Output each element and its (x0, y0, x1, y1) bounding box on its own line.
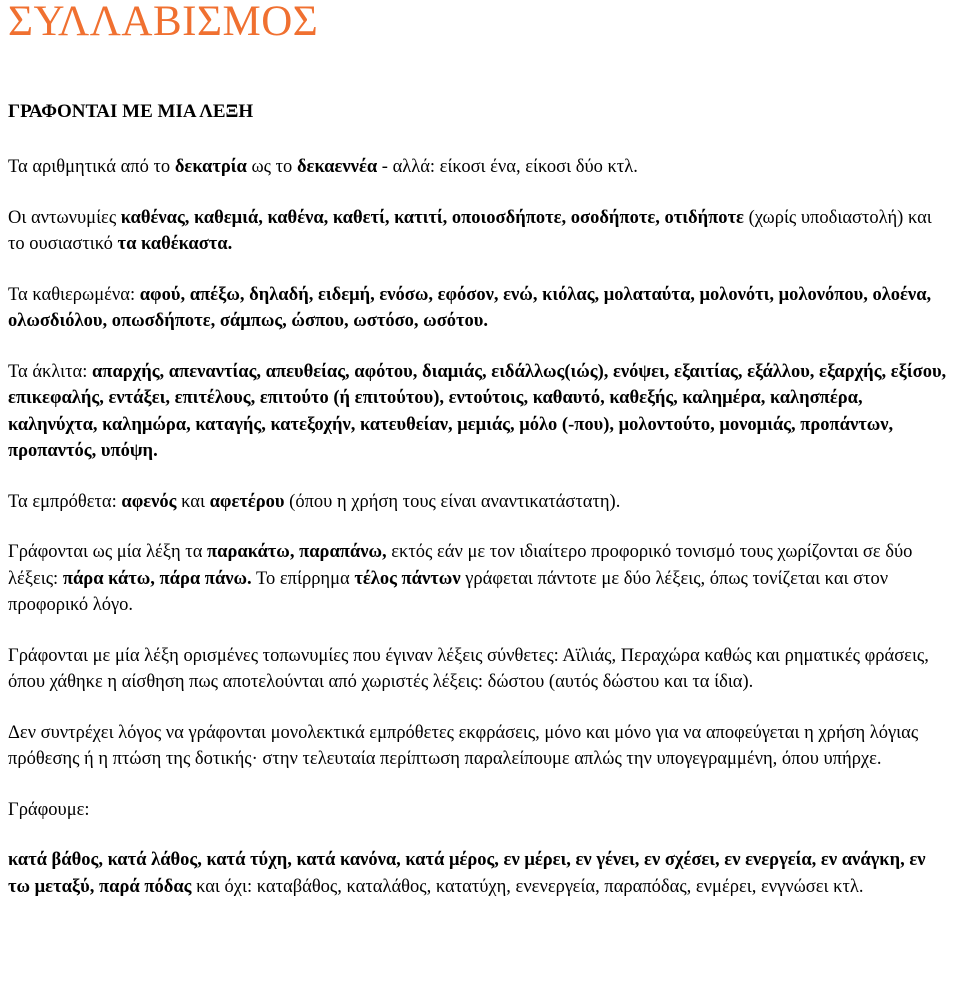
paragraph (8, 720, 950, 773)
paragraph (8, 282, 950, 335)
text-run: Τα εμπρόθετα: (8, 491, 122, 512)
bold-text: δεκαεννέα (296, 157, 378, 177)
page-title: ΣΥΛΛΑΒΙΣΜΟΣ (8, 0, 319, 45)
paragraph (8, 154, 950, 181)
text-run: (όπου η χρήση τους είναι αναντικατάστατη). (284, 491, 621, 512)
paragraph (8, 359, 950, 465)
bold-text: αφετέρου (209, 491, 285, 512)
bold-text: αφενός (121, 491, 177, 512)
bold-text: καθένας, καθεμιά, καθένα, καθετί, κατιτί, οποιοσδήποτε, οσοδήποτε, οτιδήποτε (120, 207, 744, 228)
text-run: εκτός εάν με τον ιδιαίτερο προφορικό τονισμό τους χωρίζονται σε δύο λέξεις: (8, 542, 913, 589)
text-run: Τα άκλιτα: (8, 361, 92, 382)
text-run: Δεν συντρέχει λόγος να γράφονται μονολεκτικά εμπρόθετες εκφράσεις, μόνο και μόνο για να αποφεύγεται η χρήση λόγιας πρόθεσης ή η πτώση της δοτικής· στην τελευταία περίπτωση παραλείπουμε απλώς την υπογεγραμμένη, όπου υπήρχε. (8, 722, 919, 769)
text-run: Το επίρρημα (251, 568, 355, 589)
bold-text: τα καθέκαστα. (117, 234, 233, 254)
bold-text: αφού, απέξω, δηλαδή, ειδεμή, ενόσω, εφόσον, ενώ, κιόλας, μολαταύτα, μολονότι, μολονόπου, ολοένα, ολωσδιόλου, οπωσδήποτε, σάμπως, ώσπου, ωστόσο, ωσότου. (8, 284, 932, 331)
text-run: και (176, 491, 210, 512)
text-run: Γράφουμε: (8, 799, 90, 820)
paragraph (8, 489, 950, 516)
bold-text: δεκατρία (174, 157, 247, 177)
bold-text: τέλος πάντων (354, 568, 461, 589)
text-run: (χωρίς υποδιαστολή) και το ουσιαστικό (8, 207, 932, 254)
bold-text: πάρα κάτω, πάρα πάνω. (62, 568, 252, 589)
text-run: Τα καθιερωμένα: (8, 284, 140, 305)
section-heading: ΓΡΑΦΟΝΤΑΙ ΜΕ ΜΙΑ ΛΕΞΗ (8, 101, 254, 122)
text-run: ως το (246, 157, 297, 177)
text-run: Γράφονται με μία λέξη ορισμένες τοπωνυμίες που έγιναν λέξεις σύνθετες: Αϊλιάς, Περαχώρα καθώς και ρηματικές φράσεις, όπου χάθηκε η αίσθηση πως αποτελούνται από χωριστές λέξεις: δώστου (αυτός δώστου και τα ίδια). (8, 645, 929, 692)
text-run: Οι αντωνυμίες (8, 207, 121, 228)
text-run: - αλλά: είκοσι ένα, είκοσι δύο κτλ. (377, 157, 638, 177)
paragraph (8, 205, 950, 258)
document-body (8, 154, 950, 900)
bold-text: παρακάτω, παραπάνω, (207, 542, 387, 562)
bold-text: κατά βάθος, κατά λάθος, κατά τύχη, κατά κανόνα, κατά μέρος, εν μέρει, εν γένει, εν σχέσει, εν ενεργεία, εν ανάγκη, εν τω μεταξύ, παρά πόδας (8, 850, 926, 897)
text-run: Τα αριθμητικά από το (8, 157, 175, 177)
paragraph (8, 847, 950, 900)
text-run: γράφεται πάντοτε με δύο λέξεις, όπως τονίζεται και στον προφορικό λόγο. (8, 568, 889, 615)
paragraph (8, 643, 950, 696)
paragraph (8, 539, 950, 619)
text-run: και όχι: καταβάθος, καταλάθος, κατατύχη, ενενεργεία, παραπόδας, ενμέρει, ενγνώσει κτλ. (191, 876, 864, 897)
paragraph (8, 797, 950, 824)
bold-text: απαρχής, απεναντίας, απευθείας, αφότου, διαμιάς, ειδάλλως(ιώς), ενόψει, εξαιτίας, εξάλλου, εξαρχής, εξίσου, επικεφαλής, εντάξει, επιτέλους, επιτούτο (ή επιτούτου), εντούτοις, καθαυτό, καθεξής, καλημέρα, καλησπέρα, καληνύχτα, καλημώρα, καταγής, κατεξοχήν, κατευθείαν, μεμιάς, μόλο (-που), μολοντούτο, μονομιάς, προπάντων, προπαντός, υπόψη. (8, 361, 947, 461)
text-run: Γράφονται ως μία λέξη τα (8, 542, 208, 562)
